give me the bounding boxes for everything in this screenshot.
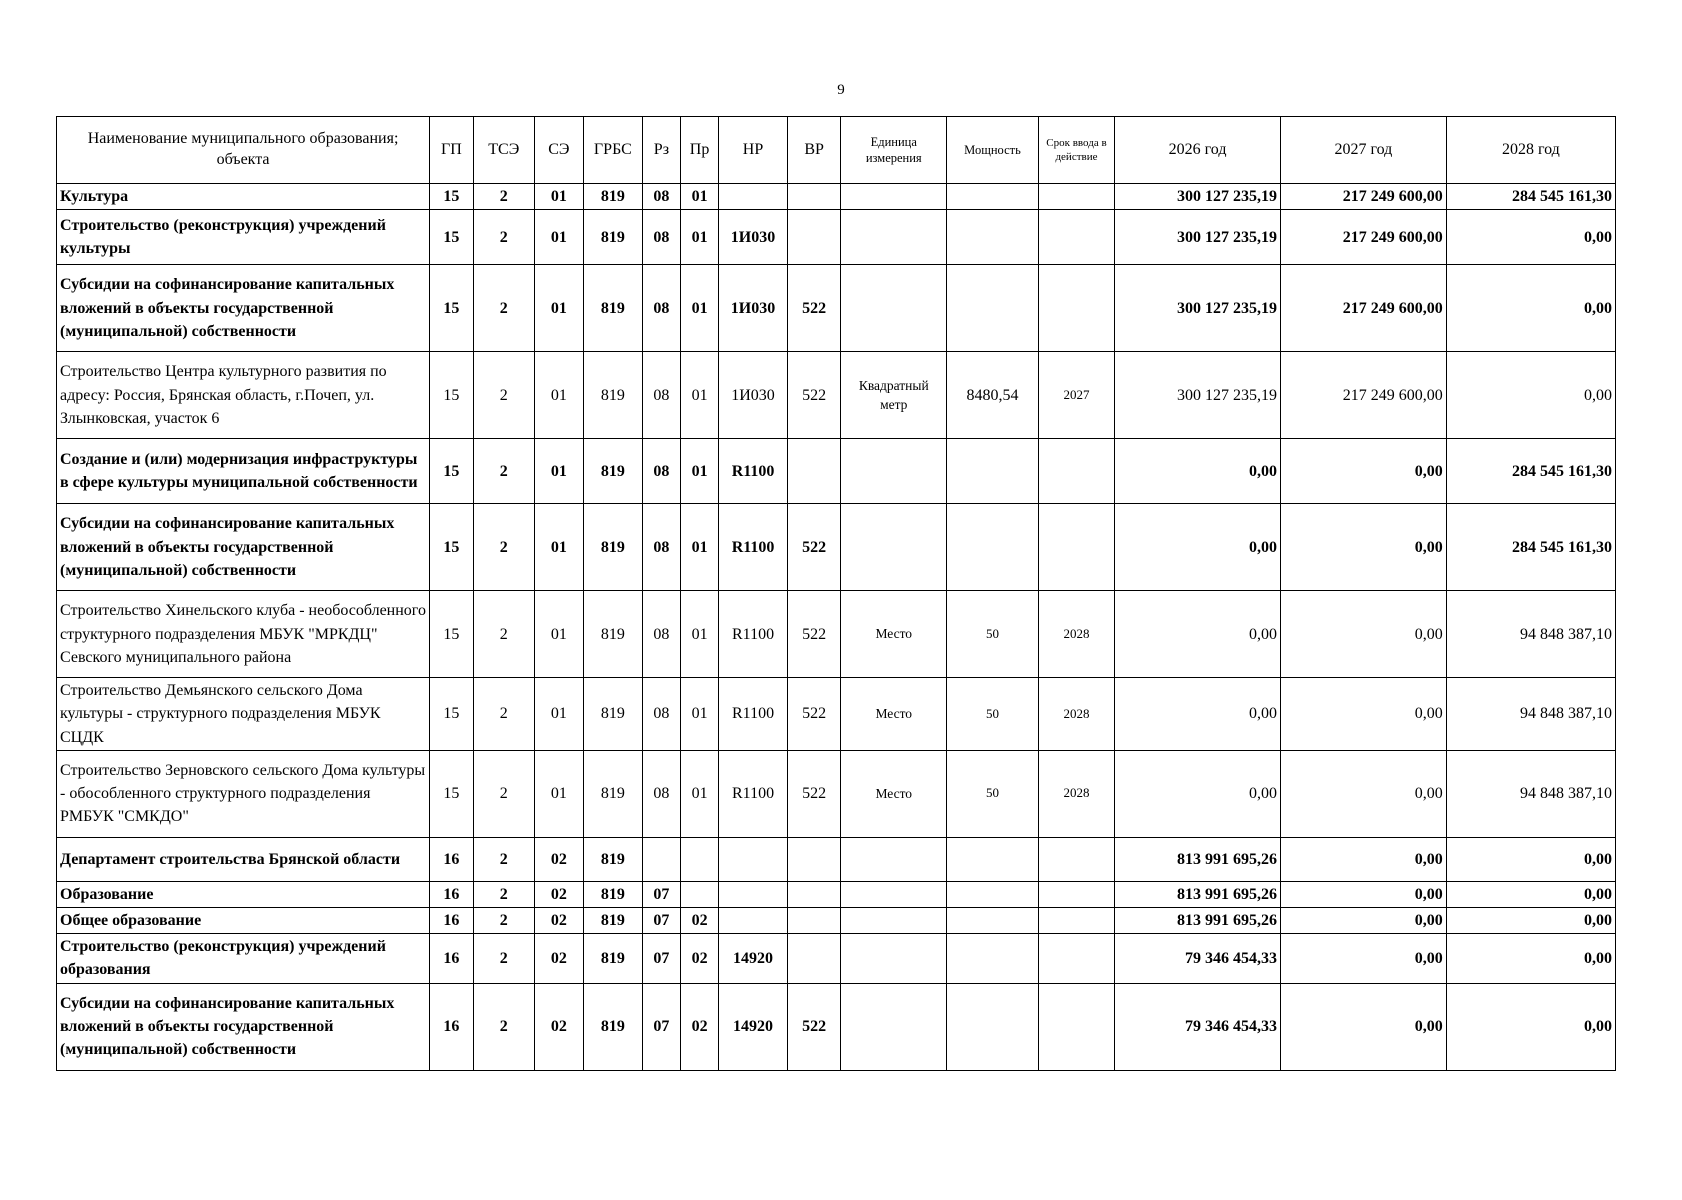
cell-grbs: 819 — [583, 934, 642, 983]
cell-unit — [841, 439, 947, 504]
cell-grbs: 819 — [583, 352, 642, 439]
column-header-2027: 2027 год — [1280, 117, 1446, 184]
cell-capacity — [947, 184, 1039, 210]
table-row — [57, 504, 1616, 591]
cell-tse: 2 — [473, 591, 534, 678]
cell-2028: 0,00 — [1446, 210, 1615, 265]
cell-2027: 0,00 — [1280, 678, 1446, 751]
cell-gp: 16 — [430, 881, 474, 907]
cell-tse: 2 — [473, 983, 534, 1070]
cell-name: Создание и (или) модернизация инфраструктуры в сфере культуры муниципальной собственности — [57, 439, 430, 504]
cell-se: 01 — [534, 352, 583, 439]
cell-nr: 1И030 — [719, 352, 788, 439]
cell-unit — [841, 184, 947, 210]
cell-gp: 16 — [430, 983, 474, 1070]
cell-tse: 2 — [473, 934, 534, 983]
cell-capacity — [947, 983, 1039, 1070]
cell-vr — [787, 184, 840, 210]
cell-vr — [787, 881, 840, 907]
cell-rz: 08 — [642, 184, 680, 210]
cell-2026: 79 346 454,33 — [1115, 934, 1281, 983]
column-header-tse: ТСЭ — [473, 117, 534, 184]
cell-grbs: 819 — [583, 265, 642, 352]
cell-unit — [841, 210, 947, 265]
cell-se: 02 — [534, 934, 583, 983]
cell-vr — [787, 439, 840, 504]
cell-nr: R1100 — [719, 678, 788, 751]
cell-se: 02 — [534, 881, 583, 907]
cell-rz: 08 — [642, 678, 680, 751]
cell-2026: 0,00 — [1115, 678, 1281, 751]
cell-commission-date — [1038, 983, 1114, 1070]
cell-nr — [719, 837, 788, 881]
cell-capacity: 8480,54 — [947, 352, 1039, 439]
cell-capacity — [947, 907, 1039, 933]
cell-capacity — [947, 439, 1039, 504]
table-row — [57, 439, 1616, 504]
cell-rz: 08 — [642, 210, 680, 265]
cell-name: Строительство (реконструкция) учреждений культуры — [57, 210, 430, 265]
cell-capacity — [947, 504, 1039, 591]
cell-2026: 813 991 695,26 — [1115, 907, 1281, 933]
cell-rz — [642, 837, 680, 881]
table-row — [57, 837, 1616, 881]
cell-2028: 284 545 161,30 — [1446, 184, 1615, 210]
table-header-row — [57, 117, 1616, 184]
column-header-unit: Единица измерения — [841, 117, 947, 184]
cell-vr — [787, 210, 840, 265]
column-header-gp: ГП — [430, 117, 474, 184]
cell-grbs: 819 — [583, 983, 642, 1070]
cell-rz: 08 — [642, 439, 680, 504]
cell-vr — [787, 934, 840, 983]
cell-2026: 813 991 695,26 — [1115, 881, 1281, 907]
table-row — [57, 184, 1616, 210]
cell-2028: 94 848 387,10 — [1446, 591, 1615, 678]
cell-vr: 522 — [787, 983, 840, 1070]
cell-capacity — [947, 837, 1039, 881]
cell-vr: 522 — [787, 504, 840, 591]
cell-gp: 15 — [430, 210, 474, 265]
cell-vr: 522 — [787, 750, 840, 837]
cell-commission-date — [1038, 934, 1114, 983]
cell-grbs: 819 — [583, 907, 642, 933]
cell-commission-date — [1038, 265, 1114, 352]
cell-rz: 08 — [642, 750, 680, 837]
cell-grbs: 819 — [583, 210, 642, 265]
cell-tse: 2 — [473, 504, 534, 591]
cell-gp: 15 — [430, 678, 474, 751]
cell-rz: 07 — [642, 881, 680, 907]
cell-2026: 300 127 235,19 — [1115, 265, 1281, 352]
cell-name: Общее образование — [57, 907, 430, 933]
cell-pr: 01 — [681, 750, 719, 837]
cell-2026: 0,00 — [1115, 591, 1281, 678]
cell-commission-date — [1038, 907, 1114, 933]
cell-grbs: 819 — [583, 184, 642, 210]
table-row — [57, 881, 1616, 907]
cell-pr: 01 — [681, 591, 719, 678]
cell-2026: 79 346 454,33 — [1115, 983, 1281, 1070]
cell-unit — [841, 837, 947, 881]
cell-tse: 2 — [473, 184, 534, 210]
cell-unit: Место — [841, 591, 947, 678]
cell-nr: 1И030 — [719, 265, 788, 352]
cell-commission-date — [1038, 837, 1114, 881]
cell-2027: 0,00 — [1280, 504, 1446, 591]
cell-2027: 0,00 — [1280, 907, 1446, 933]
cell-tse: 2 — [473, 678, 534, 751]
cell-grbs: 819 — [583, 750, 642, 837]
cell-nr: 14920 — [719, 934, 788, 983]
table-row — [57, 750, 1616, 837]
cell-grbs: 819 — [583, 678, 642, 751]
cell-capacity — [947, 881, 1039, 907]
cell-2027: 0,00 — [1280, 837, 1446, 881]
cell-2028: 0,00 — [1446, 881, 1615, 907]
cell-se: 01 — [534, 265, 583, 352]
cell-2028: 0,00 — [1446, 983, 1615, 1070]
cell-grbs: 819 — [583, 837, 642, 881]
cell-2028: 94 848 387,10 — [1446, 678, 1615, 751]
cell-se: 01 — [534, 504, 583, 591]
cell-se: 01 — [534, 210, 583, 265]
cell-tse: 2 — [473, 881, 534, 907]
cell-nr — [719, 907, 788, 933]
cell-commission-date — [1038, 504, 1114, 591]
cell-gp: 15 — [430, 504, 474, 591]
cell-commission-date — [1038, 439, 1114, 504]
cell-gp: 16 — [430, 837, 474, 881]
cell-name: Субсидии на софинансирование капитальных вложений в объекты государственной (муниципальной) собственности — [57, 983, 430, 1070]
cell-tse: 2 — [473, 907, 534, 933]
cell-2028: 0,00 — [1446, 907, 1615, 933]
cell-unit — [841, 907, 947, 933]
cell-se: 01 — [534, 439, 583, 504]
cell-unit — [841, 504, 947, 591]
cell-vr: 522 — [787, 591, 840, 678]
cell-pr: 01 — [681, 439, 719, 504]
cell-vr: 522 — [787, 678, 840, 751]
cell-unit — [841, 265, 947, 352]
cell-unit — [841, 983, 947, 1070]
cell-2027: 217 249 600,00 — [1280, 352, 1446, 439]
table-row — [57, 934, 1616, 983]
cell-pr — [681, 881, 719, 907]
cell-tse: 2 — [473, 210, 534, 265]
cell-2026: 300 127 235,19 — [1115, 210, 1281, 265]
table-row — [57, 591, 1616, 678]
cell-2026: 0,00 — [1115, 504, 1281, 591]
column-header-commission-date: Срок ввода в действие — [1038, 117, 1114, 184]
cell-2027: 0,00 — [1280, 439, 1446, 504]
column-header-2026: 2026 год — [1115, 117, 1281, 184]
cell-nr: R1100 — [719, 504, 788, 591]
cell-name: Строительство Демьянского сельского Дома культуры - структурного подразделения МБУК СЦДК — [57, 678, 430, 751]
cell-rz: 08 — [642, 591, 680, 678]
cell-tse: 2 — [473, 837, 534, 881]
cell-commission-date: 2028 — [1038, 678, 1114, 751]
cell-grbs: 819 — [583, 881, 642, 907]
table-row — [57, 265, 1616, 352]
cell-nr: 1И030 — [719, 210, 788, 265]
cell-unit: Место — [841, 750, 947, 837]
cell-name: Строительство Хинельского клуба - необособленного структурного подразделения МБУК "МРКДЦ" Севского муниципального района — [57, 591, 430, 678]
column-header-grbs: ГРБС — [583, 117, 642, 184]
cell-pr: 02 — [681, 983, 719, 1070]
column-header-vr: ВР — [787, 117, 840, 184]
cell-pr: 01 — [681, 265, 719, 352]
cell-grbs: 819 — [583, 439, 642, 504]
cell-pr: 01 — [681, 184, 719, 210]
budget-table — [56, 116, 1616, 1071]
cell-capacity: 50 — [947, 750, 1039, 837]
cell-tse: 2 — [473, 352, 534, 439]
cell-name: Департамент строительства Брянской области — [57, 837, 430, 881]
cell-gp: 15 — [430, 265, 474, 352]
cell-se: 01 — [534, 591, 583, 678]
cell-2026: 813 991 695,26 — [1115, 837, 1281, 881]
cell-capacity: 50 — [947, 591, 1039, 678]
cell-2026: 300 127 235,19 — [1115, 184, 1281, 210]
cell-vr — [787, 837, 840, 881]
cell-capacity — [947, 210, 1039, 265]
cell-se: 02 — [534, 837, 583, 881]
cell-pr: 01 — [681, 504, 719, 591]
cell-2027: 217 249 600,00 — [1280, 265, 1446, 352]
cell-vr: 522 — [787, 265, 840, 352]
cell-gp: 15 — [430, 352, 474, 439]
cell-name: Строительство Центра культурного развития по адресу: Россия, Брянская область, г.Почеп, ул. Злынковская, участок 6 — [57, 352, 430, 439]
cell-name: Культура — [57, 184, 430, 210]
cell-2026: 0,00 — [1115, 750, 1281, 837]
table-row — [57, 352, 1616, 439]
cell-vr: 522 — [787, 352, 840, 439]
cell-2027: 0,00 — [1280, 983, 1446, 1070]
cell-gp: 16 — [430, 934, 474, 983]
cell-unit — [841, 934, 947, 983]
cell-commission-date: 2027 — [1038, 352, 1114, 439]
table-body — [57, 184, 1616, 1071]
cell-rz: 07 — [642, 907, 680, 933]
page-number: 9 — [837, 82, 845, 98]
cell-pr: 01 — [681, 352, 719, 439]
cell-nr — [719, 881, 788, 907]
cell-capacity — [947, 265, 1039, 352]
cell-capacity: 50 — [947, 678, 1039, 751]
cell-name: Строительство (реконструкция) учреждений образования — [57, 934, 430, 983]
cell-unit — [841, 881, 947, 907]
cell-gp: 15 — [430, 591, 474, 678]
cell-2028: 94 848 387,10 — [1446, 750, 1615, 837]
cell-unit: Квадратный метр — [841, 352, 947, 439]
cell-nr — [719, 184, 788, 210]
cell-se: 01 — [534, 678, 583, 751]
cell-gp: 15 — [430, 750, 474, 837]
cell-2028: 0,00 — [1446, 352, 1615, 439]
cell-tse: 2 — [473, 750, 534, 837]
cell-2027: 0,00 — [1280, 934, 1446, 983]
cell-rz: 07 — [642, 934, 680, 983]
cell-2027: 217 249 600,00 — [1280, 210, 1446, 265]
cell-2028: 0,00 — [1446, 934, 1615, 983]
column-header-capacity: Мощность — [947, 117, 1039, 184]
cell-commission-date: 2028 — [1038, 591, 1114, 678]
cell-2027: 0,00 — [1280, 750, 1446, 837]
cell-se: 01 — [534, 750, 583, 837]
cell-tse: 2 — [473, 439, 534, 504]
table-row — [57, 907, 1616, 933]
table-row — [57, 210, 1616, 265]
cell-2026: 0,00 — [1115, 439, 1281, 504]
cell-2028: 0,00 — [1446, 837, 1615, 881]
cell-tse: 2 — [473, 265, 534, 352]
cell-commission-date: 2028 — [1038, 750, 1114, 837]
cell-commission-date — [1038, 881, 1114, 907]
cell-pr: 01 — [681, 210, 719, 265]
cell-nr: R1100 — [719, 750, 788, 837]
cell-2027: 0,00 — [1280, 591, 1446, 678]
cell-name: Строительство Зерновского сельского Дома культуры - обособленного структурного подразделения РМБУК "СМКДО" — [57, 750, 430, 837]
cell-se: 02 — [534, 907, 583, 933]
table-row — [57, 678, 1616, 751]
cell-pr: 02 — [681, 907, 719, 933]
cell-2028: 284 545 161,30 — [1446, 504, 1615, 591]
cell-gp: 15 — [430, 184, 474, 210]
cell-name: Субсидии на софинансирование капитальных вложений в объекты государственной (муниципальной) собственности — [57, 265, 430, 352]
cell-commission-date — [1038, 184, 1114, 210]
cell-rz: 08 — [642, 265, 680, 352]
cell-grbs: 819 — [583, 504, 642, 591]
cell-gp: 15 — [430, 439, 474, 504]
cell-gp: 16 — [430, 907, 474, 933]
cell-rz: 07 — [642, 983, 680, 1070]
column-header-nr: НР — [719, 117, 788, 184]
cell-se: 02 — [534, 983, 583, 1070]
cell-pr: 02 — [681, 934, 719, 983]
cell-capacity — [947, 934, 1039, 983]
column-header-name: Наименование муниципального образования; объекта — [57, 117, 430, 184]
cell-2027: 217 249 600,00 — [1280, 184, 1446, 210]
column-header-2028: 2028 год — [1446, 117, 1615, 184]
cell-nr: 14920 — [719, 983, 788, 1070]
cell-nr: R1100 — [719, 439, 788, 504]
cell-pr: 01 — [681, 678, 719, 751]
table-row — [57, 983, 1616, 1070]
cell-2027: 0,00 — [1280, 881, 1446, 907]
cell-pr — [681, 837, 719, 881]
column-header-se: СЭ — [534, 117, 583, 184]
cell-se: 01 — [534, 184, 583, 210]
cell-rz: 08 — [642, 352, 680, 439]
cell-name: Образование — [57, 881, 430, 907]
cell-grbs: 819 — [583, 591, 642, 678]
cell-2028: 0,00 — [1446, 265, 1615, 352]
cell-unit: Место — [841, 678, 947, 751]
cell-commission-date — [1038, 210, 1114, 265]
cell-vr — [787, 907, 840, 933]
column-header-pr: Пр — [681, 117, 719, 184]
cell-2026: 300 127 235,19 — [1115, 352, 1281, 439]
cell-nr: R1100 — [719, 591, 788, 678]
column-header-rz: Рз — [642, 117, 680, 184]
cell-2028: 284 545 161,30 — [1446, 439, 1615, 504]
cell-rz: 08 — [642, 504, 680, 591]
cell-name: Субсидии на софинансирование капитальных вложений в объекты государственной (муниципальной) собственности — [57, 504, 430, 591]
